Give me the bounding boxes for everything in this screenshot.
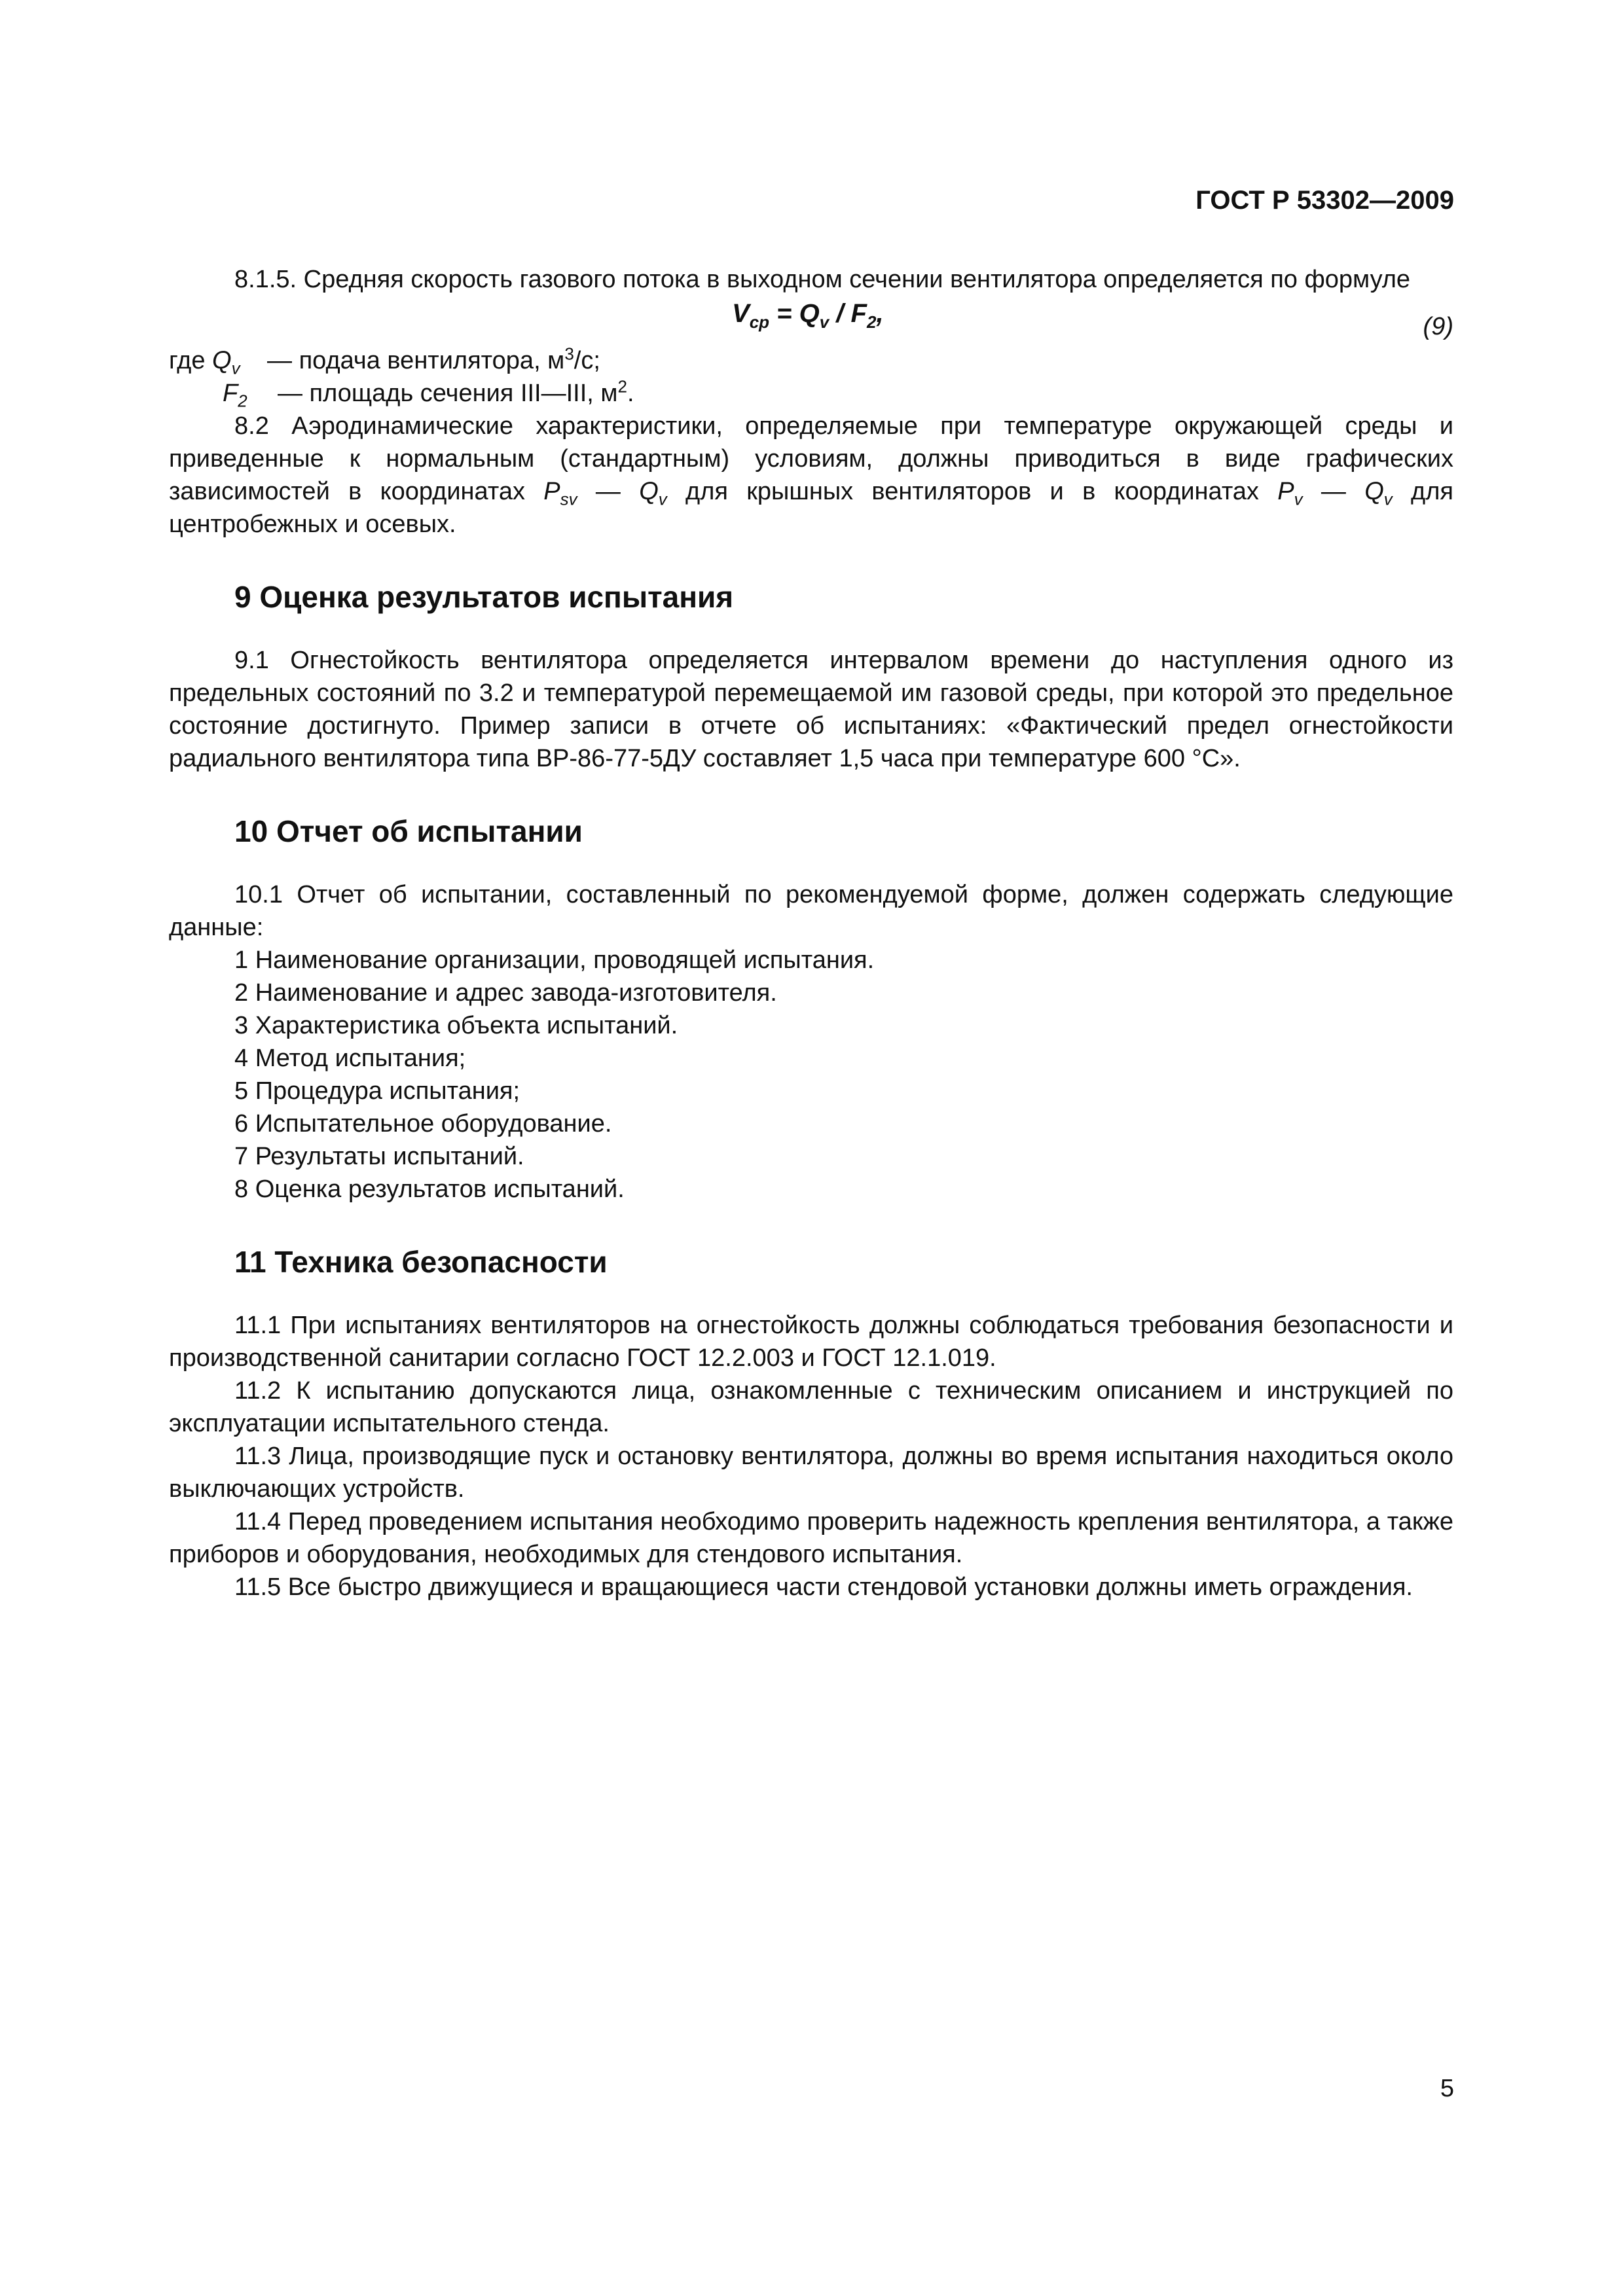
page-number: 5: [1440, 2075, 1454, 2102]
formula-expression: $V_{ср} = Q_v / F_2$,: [732, 299, 884, 332]
section-11-heading: 11 Техника безопасности: [234, 1245, 608, 1279]
definition-f2: $F_2$ — площадь сечения III—III, $м^2$.: [223, 376, 634, 411]
paragraph-11-2: 11.2 К испытанию допускаются лица, ознакомленные с техническим описанием и инструкцией по эксплуатации испытательного стенда.: [169, 1377, 1453, 1437]
formula-9: [169, 297, 1453, 338]
list-item: 1 Наименование организации, проводящей испытания.: [234, 946, 875, 974]
paragraph-11-1: 11.1 При испытаниях вентиляторов на огнестойкость должны соблюдаться требования безопасности и производственной санитарии согласно ГОСТ 12.2.003 и ГОСТ 12.1.019.: [169, 1312, 1453, 1372]
definition-qv: где $Q_v$ — подача вентилятора, $м^3/с$;: [169, 344, 600, 378]
formula-number: (9): [1423, 313, 1453, 340]
section-9-heading: 9 Оценка результатов испытания: [234, 580, 734, 614]
paragraph-8-2: 8.2 Аэродинамические характеристики, определяемые при температуре окружающей среды и приведенные к нормальным (стандартным) условиям, должны приводиться в виде графических зависимостей в координатах $P_{sv}$ — $Q_v$ для крышных вентиляторов и в координатах $P_v$ — $Q_v$ для центробежных и осевых.: [169, 412, 1453, 538]
list-item: 5 Процедура испытания;: [234, 1077, 520, 1105]
list-item: 4 Метод испытания;: [234, 1045, 466, 1072]
list-item: 6 Испытательное оборудование.: [234, 1110, 612, 1138]
paragraph-8-1-5: 8.1.5. Средняя скорость газового потока в выходном сечении вентилятора определяется по формуле: [234, 266, 1411, 293]
paragraph-10-1: 10.1 Отчет об испытании, составленный по рекомендуемой форме, должен содержать следующие данные:: [169, 881, 1453, 941]
list-item: 2 Наименование и адрес завода-изготовителя.: [234, 979, 777, 1007]
list-item: 8 Оценка результатов испытаний.: [234, 1175, 625, 1203]
list-item: 7 Результаты испытаний.: [234, 1143, 524, 1170]
document-header: ГОСТ Р 53302—2009: [1195, 186, 1454, 215]
paragraph-9-1: 9.1 Огнестойкость вентилятора определяется интервалом времени до наступления одного из предельных состояний по 3.2 и температурой перемещаемой им газовой среды, при которой это предельное состояние достигнуто. Пример записи в отчете об испытаниях: «Фактический предел огнестойкости радиального вентилятора типа ВР-86-77-5ДУ составляет 1,5 часа при температуре 600 °С».: [169, 647, 1453, 772]
paragraph-11-3: 11.3 Лица, производящие пуск и остановку вентилятора, должны во время испытания находиться около выключающих устройств.: [169, 1443, 1453, 1503]
paragraph-11-4: 11.4 Перед проведением испытания необходимо проверить надежность крепления вентилятора, а также приборов и оборудования, необходимых для стендового испытания.: [169, 1508, 1453, 1568]
paragraph-11-5: 11.5 Все быстро движущиеся и вращающиеся части стендовой установки должны иметь ограждения.: [234, 1573, 1413, 1601]
document-body: [169, 263, 1453, 1604]
list-item: 3 Характеристика объекта испытаний.: [234, 1012, 678, 1039]
section-10-heading: 10 Отчет об испытании: [234, 814, 583, 848]
